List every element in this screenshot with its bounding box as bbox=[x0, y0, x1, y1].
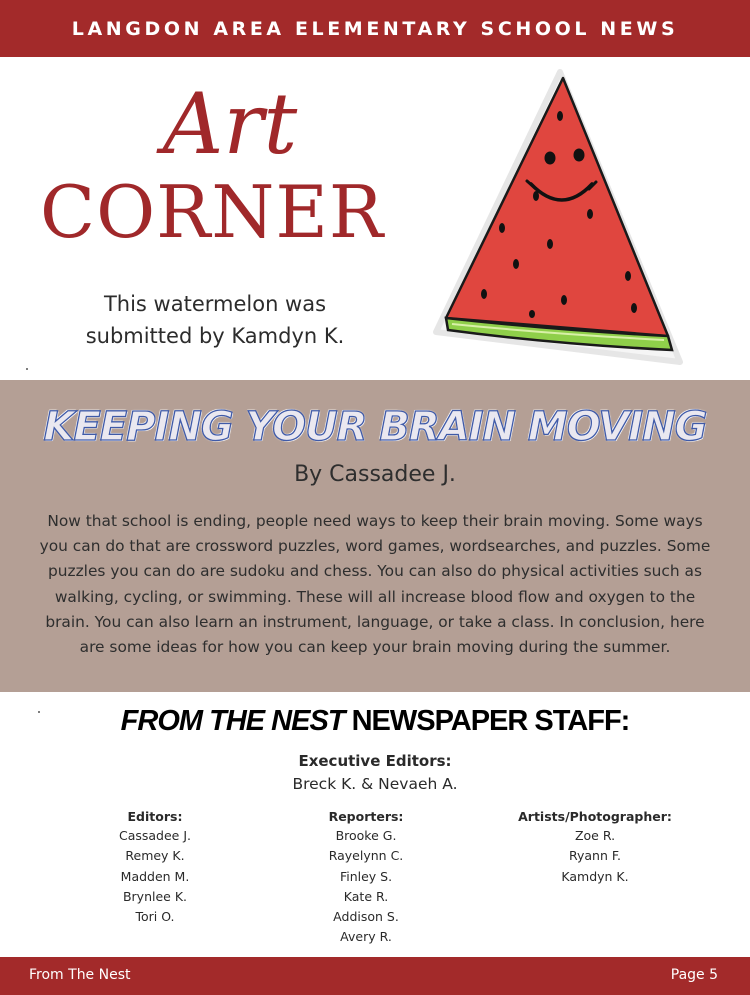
staff-name: Kate R. bbox=[343, 888, 389, 904]
column-heading: Editors: bbox=[127, 809, 183, 824]
staff-name: Rayelynn C. bbox=[328, 848, 404, 864]
staff-name: Madden M. bbox=[120, 868, 190, 884]
artists-column bbox=[510, 808, 680, 887]
article-byline: By Cassadee J. bbox=[294, 462, 456, 487]
executive-editors-label: Executive Editors: bbox=[298, 752, 452, 770]
staff-name: Cassadee J. bbox=[118, 828, 192, 843]
art-title-caps: CORNER bbox=[40, 170, 385, 254]
header-title: LANGDON AREA ELEMENTARY SCHOOL NEWS bbox=[71, 17, 679, 40]
editors-column bbox=[95, 808, 215, 927]
watermelon-drawing bbox=[432, 68, 684, 366]
article-body: Now that school is ending, people need ways to keep their brain moving. Some ways you can do that are crossword puzzles, word games, wordsearches, and puzzles. Some puzzles you can do are sudoku and chess. You can also do physical activities such as walking, cycling, or swimming. These will all increase blood flow and oxygen to the brain. You can also learn an instrument, language, or take a class. In conclusion, here are some ideas for how you can keep your brain moving during the summer. bbox=[39, 512, 711, 657]
staff-name: Addison S. bbox=[333, 909, 399, 925]
header-banner bbox=[0, 0, 750, 57]
executive-editors-names: Breck K. & Nevaeh A. bbox=[292, 775, 458, 793]
staff-name: Finley S. bbox=[339, 868, 393, 884]
staff-heading-rest: NEWSPAPER STAFF: bbox=[344, 705, 630, 737]
staff-name: Remey K. bbox=[125, 848, 185, 864]
staff-heading bbox=[0, 705, 750, 738]
reporters-column bbox=[306, 808, 426, 948]
column-heading: Artists/Photographer: bbox=[518, 809, 672, 824]
staff-name: Zoe R. bbox=[574, 828, 616, 843]
art-title-script: Art bbox=[162, 75, 298, 173]
staff-name: Tori O. bbox=[135, 909, 175, 925]
staff-heading-italic: FROM THE NEST bbox=[120, 705, 345, 737]
art-caption: This watermelon was submitted by Kamdyn K. bbox=[85, 292, 345, 348]
staff-name: Brooke G. bbox=[335, 828, 397, 843]
footer-page-number: Page 5 bbox=[670, 967, 718, 983]
staff-name: Ryann F. bbox=[568, 848, 622, 864]
footer-band bbox=[0, 957, 750, 995]
article-title: KEEPING YOUR BRAIN MOVING bbox=[43, 404, 707, 450]
column-heading: Reporters: bbox=[328, 809, 404, 824]
stray-dot-top bbox=[26, 368, 28, 370]
staff-name: Brynlee K. bbox=[122, 888, 188, 904]
staff-name: Avery R. bbox=[340, 929, 392, 945]
article-band bbox=[0, 380, 750, 692]
staff-name: Kamdyn K. bbox=[561, 868, 629, 884]
footer-publication: From The Nest bbox=[29, 967, 131, 983]
